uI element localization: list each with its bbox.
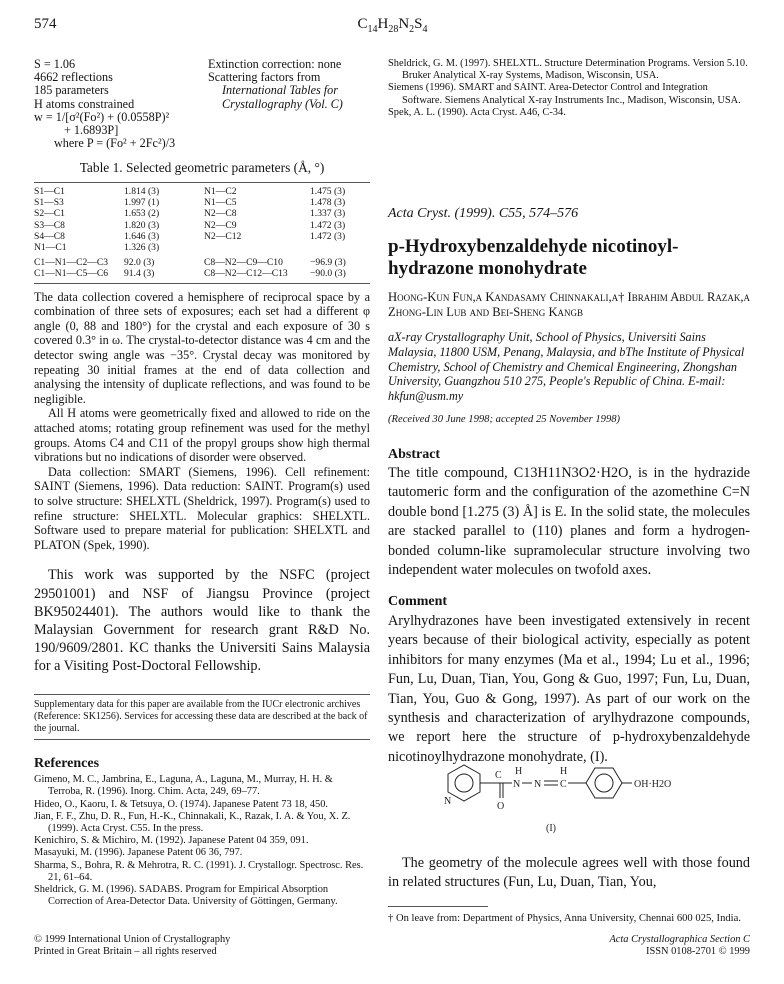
svg-text:N: N [534, 779, 542, 790]
separator [34, 739, 370, 740]
reference-list [34, 774, 370, 908]
left-column [34, 58, 370, 908]
issn: ISSN 0108-2701 © 1999 [645, 946, 750, 958]
footnote-block [388, 906, 750, 926]
refinement-line: H atoms constrained [34, 96, 135, 111]
table-row [34, 186, 370, 197]
scheme-label: (I) [546, 823, 556, 834]
atom-label-cell: N2—C8 [204, 208, 237, 220]
copyright-line: © 1999 International Union of Crystallography [34, 934, 231, 945]
value-cell: 1.646 (3) [124, 230, 160, 242]
title-line: p-Hydroxybenzaldehyde nicotinoyl- [388, 236, 679, 257]
table-row [34, 257, 370, 268]
table-row [34, 268, 370, 279]
reference-item: Hideo, O., Kaoru, I. & Tetsuya, O. (1974). Japanese Patent 73 18, 450. [34, 798, 329, 810]
comment-text: Arylhydrazones have been investigated extensively in recent years because of their biological activity, especially as potent inhibitors for many enzymes (Ma et al., 1994; Lu et al., 1996; Fun, Lu, Duan, Tian, You, Gong & Guo, 1997; Fun, Lu, Duan, Tian, You, Guo & Gong, 1997). As part of our work on the synthesis and characterization of arylhydrazone compounds, we report here the structure of p-hydroxybenzaldehyde nicotinoylhydrazone monohydrate, (I). [388, 613, 750, 765]
article-title [388, 236, 678, 280]
table-row [34, 197, 370, 208]
table-rule [34, 283, 370, 284]
value-cell: 1.820 (3) [124, 219, 160, 231]
value-cell: −90.0 (3) [310, 268, 346, 280]
affiliation: aX-ray Crystallography Unit, School of Physics, Universiti Sains Malaysia, 11800 USM, Penang, Malaysia, and bThe Institute of Physical Chemistry, School of Chemistry and Chemical Engineering, Zhongshan University, Guangzhou 510 275, People's Republic of China. E-mail: hkfun@usm.my [388, 330, 745, 404]
refinement-line: where P = (Fo² + 2Fc²)/3 [54, 136, 176, 151]
journal-footer [609, 934, 750, 959]
value-cell: 1.337 (3) [310, 208, 346, 220]
received-dates: (Received 30 June 1998; accepted 25 November 1998) [388, 414, 621, 425]
value-cell: −96.9 (3) [310, 257, 346, 269]
refinement-block [34, 58, 370, 154]
printed-line: Printed in Great Britain – all rights reserved [34, 946, 217, 958]
table-row [34, 231, 370, 242]
abstract-text: The title compound, C13H11N3O2·H2O, is in the hydrazide tautomeric form and the configuration of the azomethine C=N double bond [1.275 (3) Å] is E. In the solid state, the molecules are stacked parallel to (110) planes and form a hydrogen-bonded column-like supramolecular structure involving two independent water molecules on twofold axes. [388, 465, 750, 579]
value-cell [310, 242, 370, 253]
hydroxyl-label: OH·H2O [634, 779, 672, 790]
geometry-text: The geometry of the molecule agrees well with those found in related structures (Fun, Lu, Duan, Tian, You, [388, 855, 750, 891]
atom-label-cell: C1—N1—C5—C6 [34, 268, 109, 280]
reference-item: Masayuki, M. (1996). Japanese Patent 06 36, 797. [34, 847, 243, 859]
atom-label-cell: C1—N1—C2—C3 [34, 257, 109, 269]
atom-label-cell: S3—C8 [34, 219, 65, 231]
acknowledgement: This work was supported by the NSFC (project 29501001) and NSF of Jiangsu Province (project BK95024401). The authors would like to thank the Malaysian Government for research grant R&D No. 190/9609/2801. KC thanks the Universiti Sains Malaysia for a Visiting Post-Doctoral Fellowship. [34, 567, 370, 675]
refinement-line: w = 1/[σ²(Fo²) + (0.0558P)² [34, 109, 170, 124]
refinement-line: 185 parameters [34, 83, 109, 98]
value-cell: 1.997 (1) [124, 197, 160, 209]
atom-label-cell: C8—N2—C9—C10 [204, 257, 283, 269]
svg-text:H: H [515, 766, 523, 777]
refinement-line: + 1.6893P] [64, 123, 119, 138]
atom-label-cell: S4—C8 [34, 230, 65, 242]
reference-item: Sheldrick, G. M. (1997). SHELXTL. Structure Determination Programs. Version 5.10. Bruker Analytical X-ray Systems, Madison, Wisconsin, USA. [388, 58, 748, 82]
value-cell: 1.326 (3) [124, 242, 160, 254]
refinement-line: Crystallography (Vol. C) [222, 96, 343, 111]
running-formula: $C_{14}H_{28}N_2S_4$ [357, 16, 428, 35]
svg-text:O: O [497, 801, 505, 812]
svg-text:C: C [560, 779, 567, 790]
svg-text:H: H [560, 766, 568, 777]
table-rule [34, 182, 370, 183]
pyridine-ring [448, 765, 480, 801]
reference-item: Sheldrick, G. M. (1996). SADABS. Program for Empirical Absorption Correction of Area-Detector Data. University of Göttingen, Germany. [34, 883, 338, 908]
svg-text:C: C [495, 770, 502, 781]
value-cell: 91.4 (3) [124, 268, 155, 280]
atom-label-cell [200, 242, 310, 253]
svg-text:N: N [513, 779, 521, 790]
atom-label-cell: S1—S3 [34, 197, 64, 209]
references-heading: References [34, 756, 100, 772]
svg-text:N: N [444, 796, 452, 807]
torsion-table [34, 257, 370, 279]
reference-list-continued [388, 58, 750, 119]
atom-label-cell: N2—C12 [204, 230, 242, 242]
paragraph: The data collection covered a hemisphere of reciprocal space by a combination of three sets of exposures; each set had a different φ angle (0, 88 and 180°) for the crystal and each exposure of 30 s covered 0.3° in ω. The crystal-to-detector distance was 4 cm and the detector swing angle was −35°. Crystal decay was monitored by repeating 30 initial frames at the end of data collection and analysing the intensity of duplicate reflections, and was found to be negligible. [34, 289, 370, 406]
refinement-line: Scattering factors from [208, 70, 321, 85]
chemical-scheme [388, 758, 750, 848]
separator [34, 694, 370, 695]
value-cell: 1.472 (3) [310, 219, 346, 231]
value-cell: 1.478 (3) [310, 197, 346, 209]
page-number: 574 [34, 16, 57, 32]
paragraph: All H atoms were geometrically fixed and allowed to ride on the attached atoms; rotating group refinement was used for the methyl groups. Atoms C4 and C11 of the propyl groups show high thermal vibrations but no indications of disorder were observed. [34, 406, 370, 465]
reference-item: Jian, F. F., Zhu, D. R., Fun, H.-K., Chinnakali, K., Razak, I. A. & You, X. Z. (1999). Acta Cryst. C55. In the press. [34, 810, 351, 834]
bond-length-table [34, 186, 370, 253]
table-caption: Table 1. Selected geometric parameters (Å, °) [79, 160, 325, 175]
atom-label-cell: N1—C5 [204, 197, 237, 209]
supplementary-note: Supplementary data for this paper are available from the IUCr electronic archives (Reference: SK1256). Services for accessing these data are described at the back of the journal. [34, 698, 368, 734]
footnote: † On leave from: Department of Physics, Anna University, Chennai 600 025, India. [388, 913, 741, 924]
reference-item: Spek, A. L. (1990). Acta Cryst. A46, C-34. [388, 106, 566, 118]
reference-item: Gimeno, M. C., Jambrina, E., Laguna, A., Laguna, M., Murray, H. H. & Terroba, R. (1996). Inorg. Chim. Acta, 249, 69–77. [34, 774, 333, 798]
table-row [34, 242, 370, 253]
table-row [34, 208, 370, 219]
title-line: hydrazone monohydrate [388, 258, 587, 279]
paragraph: Data collection: SMART (Siemens, 1996). Cell refinement: SAINT (Siemens, 1996). Data reduction: SAINT. Program(s) used to solve structure: SHELXTL (Sheldrick, 1997). Program(s) used to refine structure: SHELXTL. Molecular graphics: SHELXTL. Software used to prepare material for publication: SHELXTL and PLATON (Spek, 1990). [34, 464, 370, 552]
reference-item: Sharma, S., Bohra, R. & Mehrotra, R. C. (1991). J. Crystallogr. Spectrosc. Res. 21, 61–64. [34, 859, 364, 883]
atom-label-cell: N2—C9 [204, 219, 237, 231]
atom-label-cell: C8—N2—C12—C13 [204, 268, 288, 280]
right-column [388, 58, 750, 924]
reference-item: Kenichiro, S. & Michiro, M. (1992). Japanese Patent 04 359, 091. [34, 835, 309, 847]
phenol-ring [586, 768, 622, 798]
table-row [34, 220, 370, 231]
refinement-line: Extinction correction: none [208, 57, 342, 71]
value-cell: 1.814 (3) [124, 186, 160, 197]
comment-heading: Comment [388, 594, 448, 609]
atom-label-cell: S1—C1 [34, 186, 65, 197]
article-citation: Acta Cryst. (1999). C55, 574–576 [388, 206, 579, 221]
atom-label-cell: N1—C1 [34, 242, 67, 254]
refinement-line: S = 1.06 [34, 57, 76, 71]
atom-label-cell: N1—C2 [204, 186, 237, 197]
value-cell: 1.653 (2) [124, 208, 160, 220]
reference-item: Siemens (1996). SMART and SAINT. Area-Detector Control and Integration Software. Siemens Analytical X-ray Instruments Inc., Madison, Wisconsin, USA. [388, 82, 741, 106]
abstract-heading: Abstract [388, 447, 441, 462]
author-list: Hoong-Kun Fun,a Kandasamy Chinnakali,a† Ibrahim Abdul Razak,a Zhong-Lin Lub and Bei-Sheng Kangb [388, 290, 750, 320]
atom-label-cell: S2—C1 [34, 208, 65, 220]
journal-name: Acta Crystallographica Section C [609, 934, 750, 945]
value-cell: 1.472 (3) [310, 230, 346, 242]
value-cell: 92.0 (3) [124, 257, 155, 269]
footer-left [34, 934, 230, 959]
refinement-line: 4662 reflections [34, 70, 113, 85]
refinement-line: International Tables for [222, 83, 339, 98]
value-cell: 1.475 (3) [310, 186, 346, 197]
